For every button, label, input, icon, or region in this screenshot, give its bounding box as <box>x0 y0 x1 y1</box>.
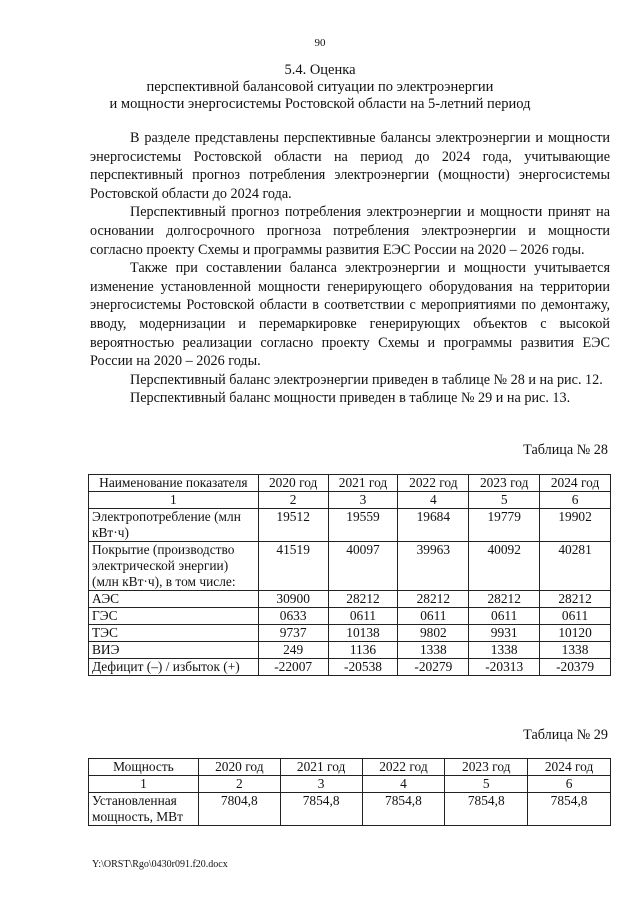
row-label: ГЭС <box>89 608 259 625</box>
paragraph: Перспективный прогноз потребления электроэнергии и мощности принят на основании долгосрочного прогноза потребления электроэнергии и мощности согласно проекту Схемы и программы развития ЕЭС России на 2020 – 2026 годы. <box>90 204 610 258</box>
column-number: 5 <box>469 492 540 509</box>
table-cell: -20538 <box>328 659 398 676</box>
table-cell: 0611 <box>469 608 540 625</box>
table-row <box>89 793 611 826</box>
column-number: 5 <box>445 776 528 793</box>
section-heading <box>80 62 560 113</box>
file-path-footer: Y:\ORST\Rgo\0430r091.f20.docx <box>92 859 228 870</box>
table-28 <box>88 474 611 676</box>
header-cell: 2023 год <box>469 475 540 492</box>
table-cell: 40281 <box>540 542 611 591</box>
paragraph: Перспективный баланс электроэнергии приведен в таблице № 28 и на рис. 12. <box>130 371 603 388</box>
table-cell: 7854,8 <box>528 793 611 826</box>
table-cell: 40092 <box>469 542 540 591</box>
table-29-caption: Таблица № 29 <box>523 727 608 743</box>
header-cell: Наименование показателя <box>89 475 259 492</box>
heading-line-2: перспективной балансовой ситуации по электроэнергии <box>146 79 494 95</box>
header-cell: 2023 год <box>445 759 528 776</box>
table-cell: 19512 <box>258 509 328 542</box>
table-cell: 7854,8 <box>445 793 528 826</box>
header-cell: 2022 год <box>398 475 469 492</box>
column-number: 4 <box>398 492 469 509</box>
table-cell: -20279 <box>398 659 469 676</box>
header-cell: 2021 год <box>328 475 398 492</box>
column-number: 4 <box>362 776 445 793</box>
body-text <box>90 129 610 408</box>
header-cell: 2024 год <box>540 475 611 492</box>
page-number: 90 <box>314 37 326 49</box>
table-cell: 1338 <box>540 642 611 659</box>
table-cell: 28212 <box>469 591 540 608</box>
table-29 <box>88 758 611 826</box>
table-cell: 1338 <box>398 642 469 659</box>
column-number: 3 <box>328 492 398 509</box>
row-label: ВИЭ <box>89 642 259 659</box>
row-label: Дефицит (–) / избыток (+) <box>89 659 259 676</box>
table-cell: 9931 <box>469 625 540 642</box>
table-cell: 40097 <box>328 542 398 591</box>
heading-line-3: и мощности энергосистемы Ростовской области на 5-летний период <box>109 96 531 112</box>
table-cell: 7804,8 <box>198 793 280 826</box>
table-row <box>89 625 611 642</box>
column-number: 1 <box>89 492 259 509</box>
table-header-row <box>89 475 611 492</box>
table-row <box>89 608 611 625</box>
table-row <box>89 591 611 608</box>
table-cell: 28212 <box>540 591 611 608</box>
column-number: 2 <box>198 776 280 793</box>
table-number-row <box>89 776 611 793</box>
table-cell: 19559 <box>328 509 398 542</box>
row-label: Электропотребление (млн кВт·ч) <box>89 509 259 542</box>
row-label: АЭС <box>89 591 259 608</box>
column-number: 3 <box>280 776 362 793</box>
table-cell: 30900 <box>258 591 328 608</box>
column-number: 1 <box>89 776 199 793</box>
table-header-row <box>89 759 611 776</box>
table-cell: 7854,8 <box>362 793 445 826</box>
table-cell: 39963 <box>398 542 469 591</box>
table-cell: 10138 <box>328 625 398 642</box>
table-cell: 19902 <box>540 509 611 542</box>
column-number: 6 <box>540 492 611 509</box>
table-cell: 41519 <box>258 542 328 591</box>
header-cell: 2024 год <box>528 759 611 776</box>
table-cell: 19779 <box>469 509 540 542</box>
table-cell: 0611 <box>398 608 469 625</box>
table-cell: 28212 <box>398 591 469 608</box>
table-cell: -20379 <box>540 659 611 676</box>
table-row <box>89 642 611 659</box>
table-cell: 249 <box>258 642 328 659</box>
table-cell: 1136 <box>328 642 398 659</box>
paragraph: В разделе представлены перспективные балансы электроэнергии и мощности энергосистемы Ростовской области на период до 2024 года, учитывающие перспективный прогноз потребления электроэнергии (мощности) энергосистемы Ростовской области до 2024 года. <box>90 130 610 202</box>
header-cell: Мощность <box>89 759 199 776</box>
table-cell: 0611 <box>328 608 398 625</box>
column-number: 2 <box>258 492 328 509</box>
table-cell: 28212 <box>328 591 398 608</box>
heading-line-1: 5.4. Оценка <box>284 62 356 78</box>
table-cell: -22007 <box>258 659 328 676</box>
table-cell: 9802 <box>398 625 469 642</box>
table-cell: 10120 <box>540 625 611 642</box>
paragraph: Перспективный баланс мощности приведен в таблице № 29 и на рис. 13. <box>130 390 571 407</box>
table-cell: -20313 <box>469 659 540 676</box>
table-28-caption: Таблица № 28 <box>523 442 608 458</box>
table-cell: 1338 <box>469 642 540 659</box>
header-cell: 2021 год <box>280 759 362 776</box>
row-label: Установленная мощность, МВт <box>89 793 199 826</box>
table-cell: 7854,8 <box>280 793 362 826</box>
row-label: Покрытие (производство электрической энергии) (млн кВт·ч), в том числе: <box>89 542 259 591</box>
header-cell: 2020 год <box>198 759 280 776</box>
table-cell: 0611 <box>540 608 611 625</box>
table-cell: 9737 <box>258 625 328 642</box>
table-cell: 0633 <box>258 608 328 625</box>
paragraph: Также при составлении баланса электроэнергии и мощности учитывается изменение установленной мощности генерирующего оборудования на территории энергосистемы Ростовской области в соответствии с мероприятиями по демонтажу, вводу, модернизации и перемаркировке генерирующих объектов с высокой вероятностью реализации согласно проекту Схемы и программы развития ЕЭС России на 2020 – 2026 годы. <box>90 260 610 370</box>
table-row <box>89 659 611 676</box>
header-cell: 2020 год <box>258 475 328 492</box>
table-row <box>89 509 611 542</box>
table-cell: 19684 <box>398 509 469 542</box>
table-number-row <box>89 492 611 509</box>
table-row <box>89 542 611 591</box>
row-label: ТЭС <box>89 625 259 642</box>
header-cell: 2022 год <box>362 759 445 776</box>
column-number: 6 <box>528 776 611 793</box>
